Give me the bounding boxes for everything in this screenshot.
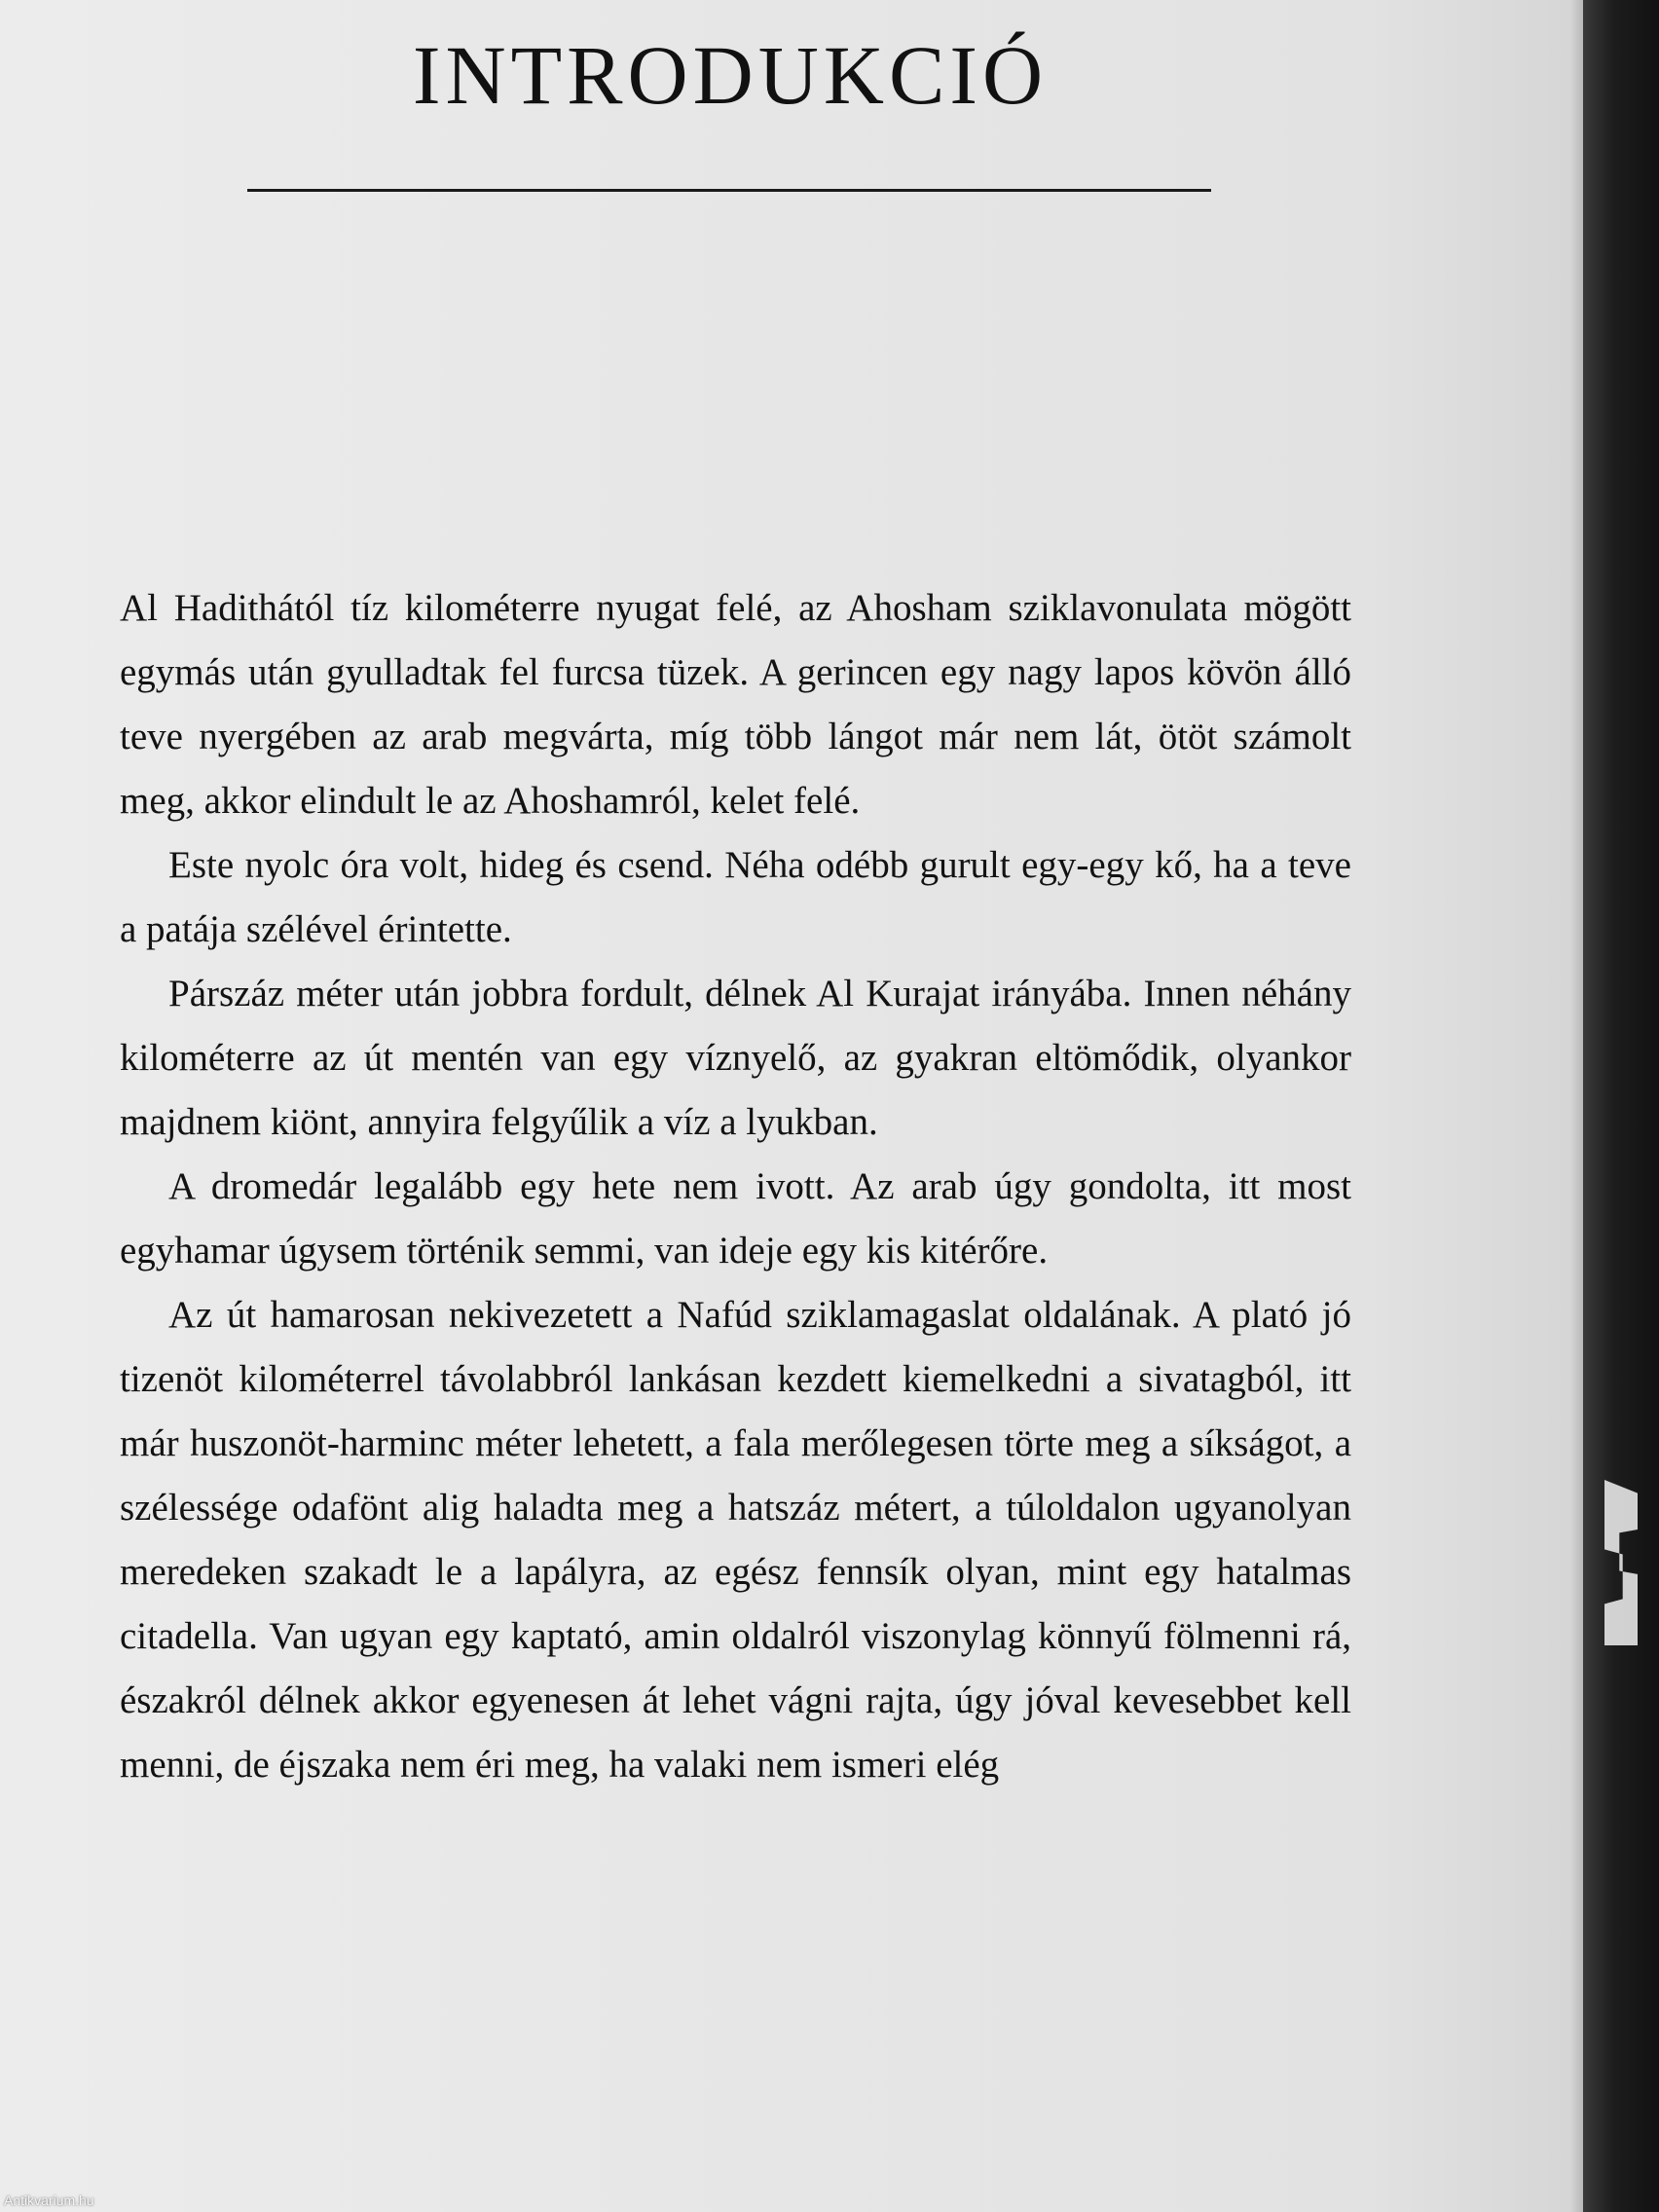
- paragraph: A dromedár legalább egy hete nem ivott. Az arab úgy gondolta, itt most egyhamar úgysem történik semmi, van ideje egy kis kitérőre.: [120, 1165, 1351, 1272]
- chapter-title: INTRODUKCIÓ: [412, 28, 1049, 122]
- paragraph: Al Hadithától tíz kilométerre nyugat felé, az Ahosham sziklavonulata mögött egymás után gyulladtak fel furcsa tüzek. A gerincen egy nagy lapos kövön álló teve nyergében az arab megvárta, míg több lángot már nem lát, ötöt számolt meg, akkor elindult le az Ahoshamról, kelet felé.: [120, 587, 1351, 822]
- paragraph: Este nyolc óra volt, hideg és csend. Néha odébb gurult egy-egy kő, ha a teve a patája szélével érintette.: [120, 844, 1351, 950]
- watermark: Antikvarium.hu: [4, 2193, 94, 2208]
- book-spine-edge: [1583, 0, 1659, 2212]
- paragraph: Az út hamarosan nekivezetett a Nafúd sziklamagaslat oldalának. A plató jó tizenöt kilométerrel távolabbról lankásan kezdett kiemelkedni a sivatagból, itt már huszonöt-harminc méter lehetett, a fala merőlegesen törte meg a síkságot, a szélessége odafönt alig haladta meg a hatszáz métert, a túloldalon ugyanolyan meredeken szakadt le a lapályra, az egész fennsík olyan, mint egy hatalmas citadella. Van ugyan egy kaptató, amin oldalról viszonylag könnyű fölmenni rá, északról délnek akkor egyenesen át lehet vágni rajta, úgy jóval kevesebbet kell menni, de éjszaka nem éri meg, ha valaki nem ismeri elég: [120, 1294, 1351, 1786]
- title-rule: [247, 189, 1211, 192]
- body-text: [120, 576, 1351, 1797]
- paragraph: Párszáz méter után jobbra fordult, délnek Al Kurajat irányába. Innen néhány kilométerre az út mentén van egy víznyelő, az gyakran eltömődik, olyankor majdnem kiönt, annyira felgyűlik a víz a lyukban.: [120, 973, 1351, 1143]
